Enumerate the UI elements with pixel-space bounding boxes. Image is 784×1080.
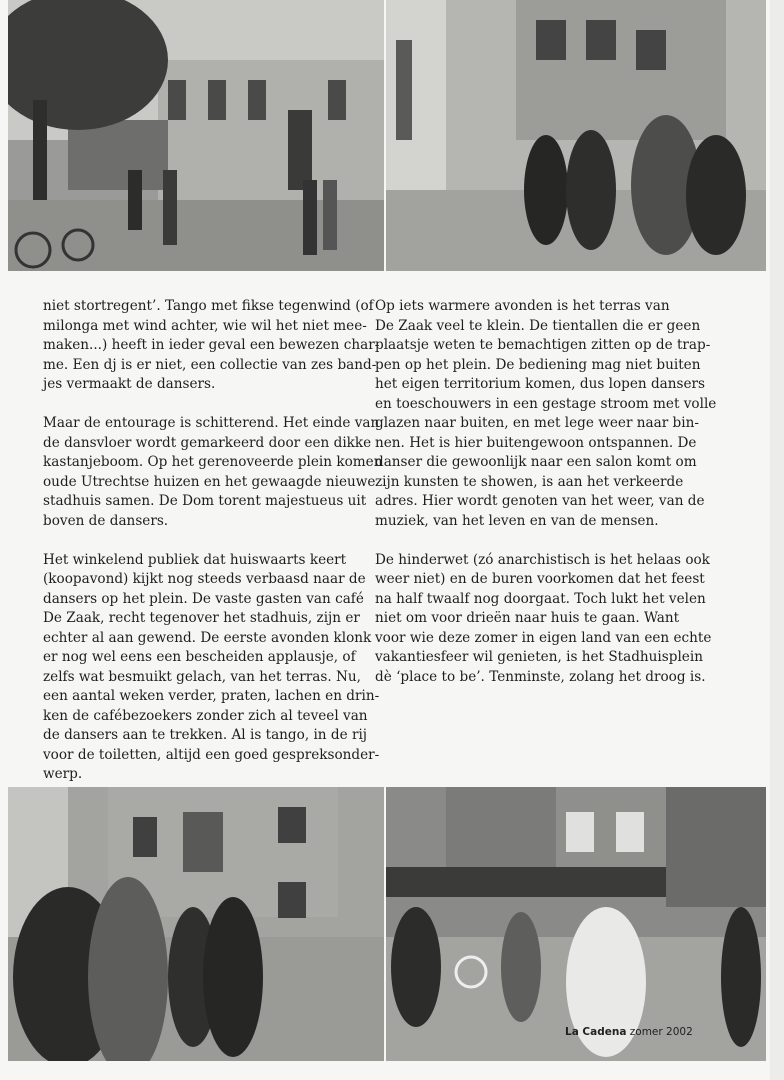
page-edge xyxy=(770,0,784,1080)
publication-name: La Cadena xyxy=(565,1026,627,1038)
paragraph xyxy=(43,551,382,785)
text-line: voor wie deze zomer in eigen land van een echte xyxy=(375,629,712,646)
text-line: me. Een dj is er niet, een collectie van zes band- xyxy=(43,356,377,373)
text-line: niet stortregent’. Tango met fikse tegenwind (of xyxy=(43,298,374,314)
photo-evening-dancers-right xyxy=(386,787,766,1061)
text-line: Op iets warmere avonden is het terras van xyxy=(375,298,670,314)
text-line: (koopavond) kijkt nog steeds verbaasd naar de xyxy=(43,571,366,587)
text-line: dè ‘place to be’. Tenminste, zolang het droog is. xyxy=(375,668,706,685)
photo-dancers-square-left xyxy=(8,0,384,271)
text-line: jes vermaakt de dansers. xyxy=(43,376,216,392)
text-line: vakantiesfeer wil genieten, is het Stadhuisplein xyxy=(375,649,703,665)
text-line: zijn kunsten te showen, is aan het verkeerde xyxy=(375,473,684,490)
text-line: de dansers aan te trekken. Al is tango, in de rij xyxy=(43,727,368,743)
paragraph xyxy=(375,297,716,531)
text-line: De hinderwet (zó anarchistisch is het helaas ook xyxy=(375,551,710,568)
text-line: De Zaak, recht tegenover het stadhuis, zijn er xyxy=(43,610,360,626)
paragraph xyxy=(375,551,716,688)
text-line: milonga met wind achter, wie wil het niet mee- xyxy=(43,317,367,334)
text-line: Het winkelend publiek dat huiswaarts keert xyxy=(43,551,347,568)
text-line: adres. Hier wordt genoten van het weer, van de xyxy=(375,493,705,509)
text-line: stadhuis samen. De Dom torent majestueus uit xyxy=(43,493,367,509)
text-line: kastanjeboom. Op het gerenoveerde plein komen xyxy=(43,454,383,470)
text-line: Maar de entourage is schitterend. Het einde van xyxy=(43,415,380,431)
photo-dancers-square-right xyxy=(386,0,766,271)
text-line: werp. xyxy=(43,766,83,782)
text-line: er nog wel eens een bescheiden applausje, of xyxy=(43,649,356,665)
paragraph xyxy=(43,414,382,531)
text-line: dansers op het plein. De vaste gasten van café xyxy=(43,590,364,607)
text-line: zelfs wat besmuikt gelach, van het terras. Nu, xyxy=(43,668,361,685)
text-line: ken de cafébezoekers zonder zich al teveel van xyxy=(43,707,368,724)
text-line: oude Utrechtse huizen en het gewaagde nieuwe xyxy=(43,473,376,490)
text-line: en toeschouwers in een gestage stroom met volle xyxy=(375,395,717,412)
text-line: danser die gewoonlijk naar een salon komt om xyxy=(375,454,697,470)
text-line: pen op het plein. De bediening mag niet buiten xyxy=(375,356,701,373)
issue-label: zomer 2002 xyxy=(629,1026,693,1038)
text-line: na half twaalf nog doorgaat. Toch lukt het velen xyxy=(375,590,706,607)
text-line: boven de dansers. xyxy=(43,512,169,529)
text-line: weer niet) en de buren voorkomen dat het feest xyxy=(375,571,705,587)
article-column-right xyxy=(375,297,716,707)
text-line: het eigen territorium komen, dus lopen dansers xyxy=(375,376,706,392)
text-line: plaatsje weten te bemachtigen zitten op de trap- xyxy=(375,337,711,353)
text-line: een aantal weken verder, praten, lachen en drin- xyxy=(43,688,380,704)
text-line: De Zaak veel te klein. De tientallen die er geen xyxy=(375,317,701,334)
text-line: glazen naar buiten, en met lege weer naar bin- xyxy=(375,415,699,431)
text-line: maken...) heeft in ieder geval een bewezen char- xyxy=(43,337,380,353)
text-line: muziek, van het leven en van de mensen. xyxy=(375,512,659,529)
text-line: niet om voor drieën naar huis te gaan. Want xyxy=(375,610,680,626)
photo-caption xyxy=(565,1026,693,1038)
paragraph xyxy=(43,297,382,395)
photo-couples-dancing-left xyxy=(8,787,384,1061)
text-line: nen. Het is hier buitengewoon ontspannen. De xyxy=(375,434,697,451)
article-column-left xyxy=(43,297,382,804)
text-line: voor de toiletten, altijd een goed gespreksonder- xyxy=(43,746,380,763)
text-line: de dansvloer wordt gemarkeerd door een dikke xyxy=(43,434,372,451)
text-line: echter al aan gewend. De eerste avonden klonk xyxy=(43,629,372,646)
